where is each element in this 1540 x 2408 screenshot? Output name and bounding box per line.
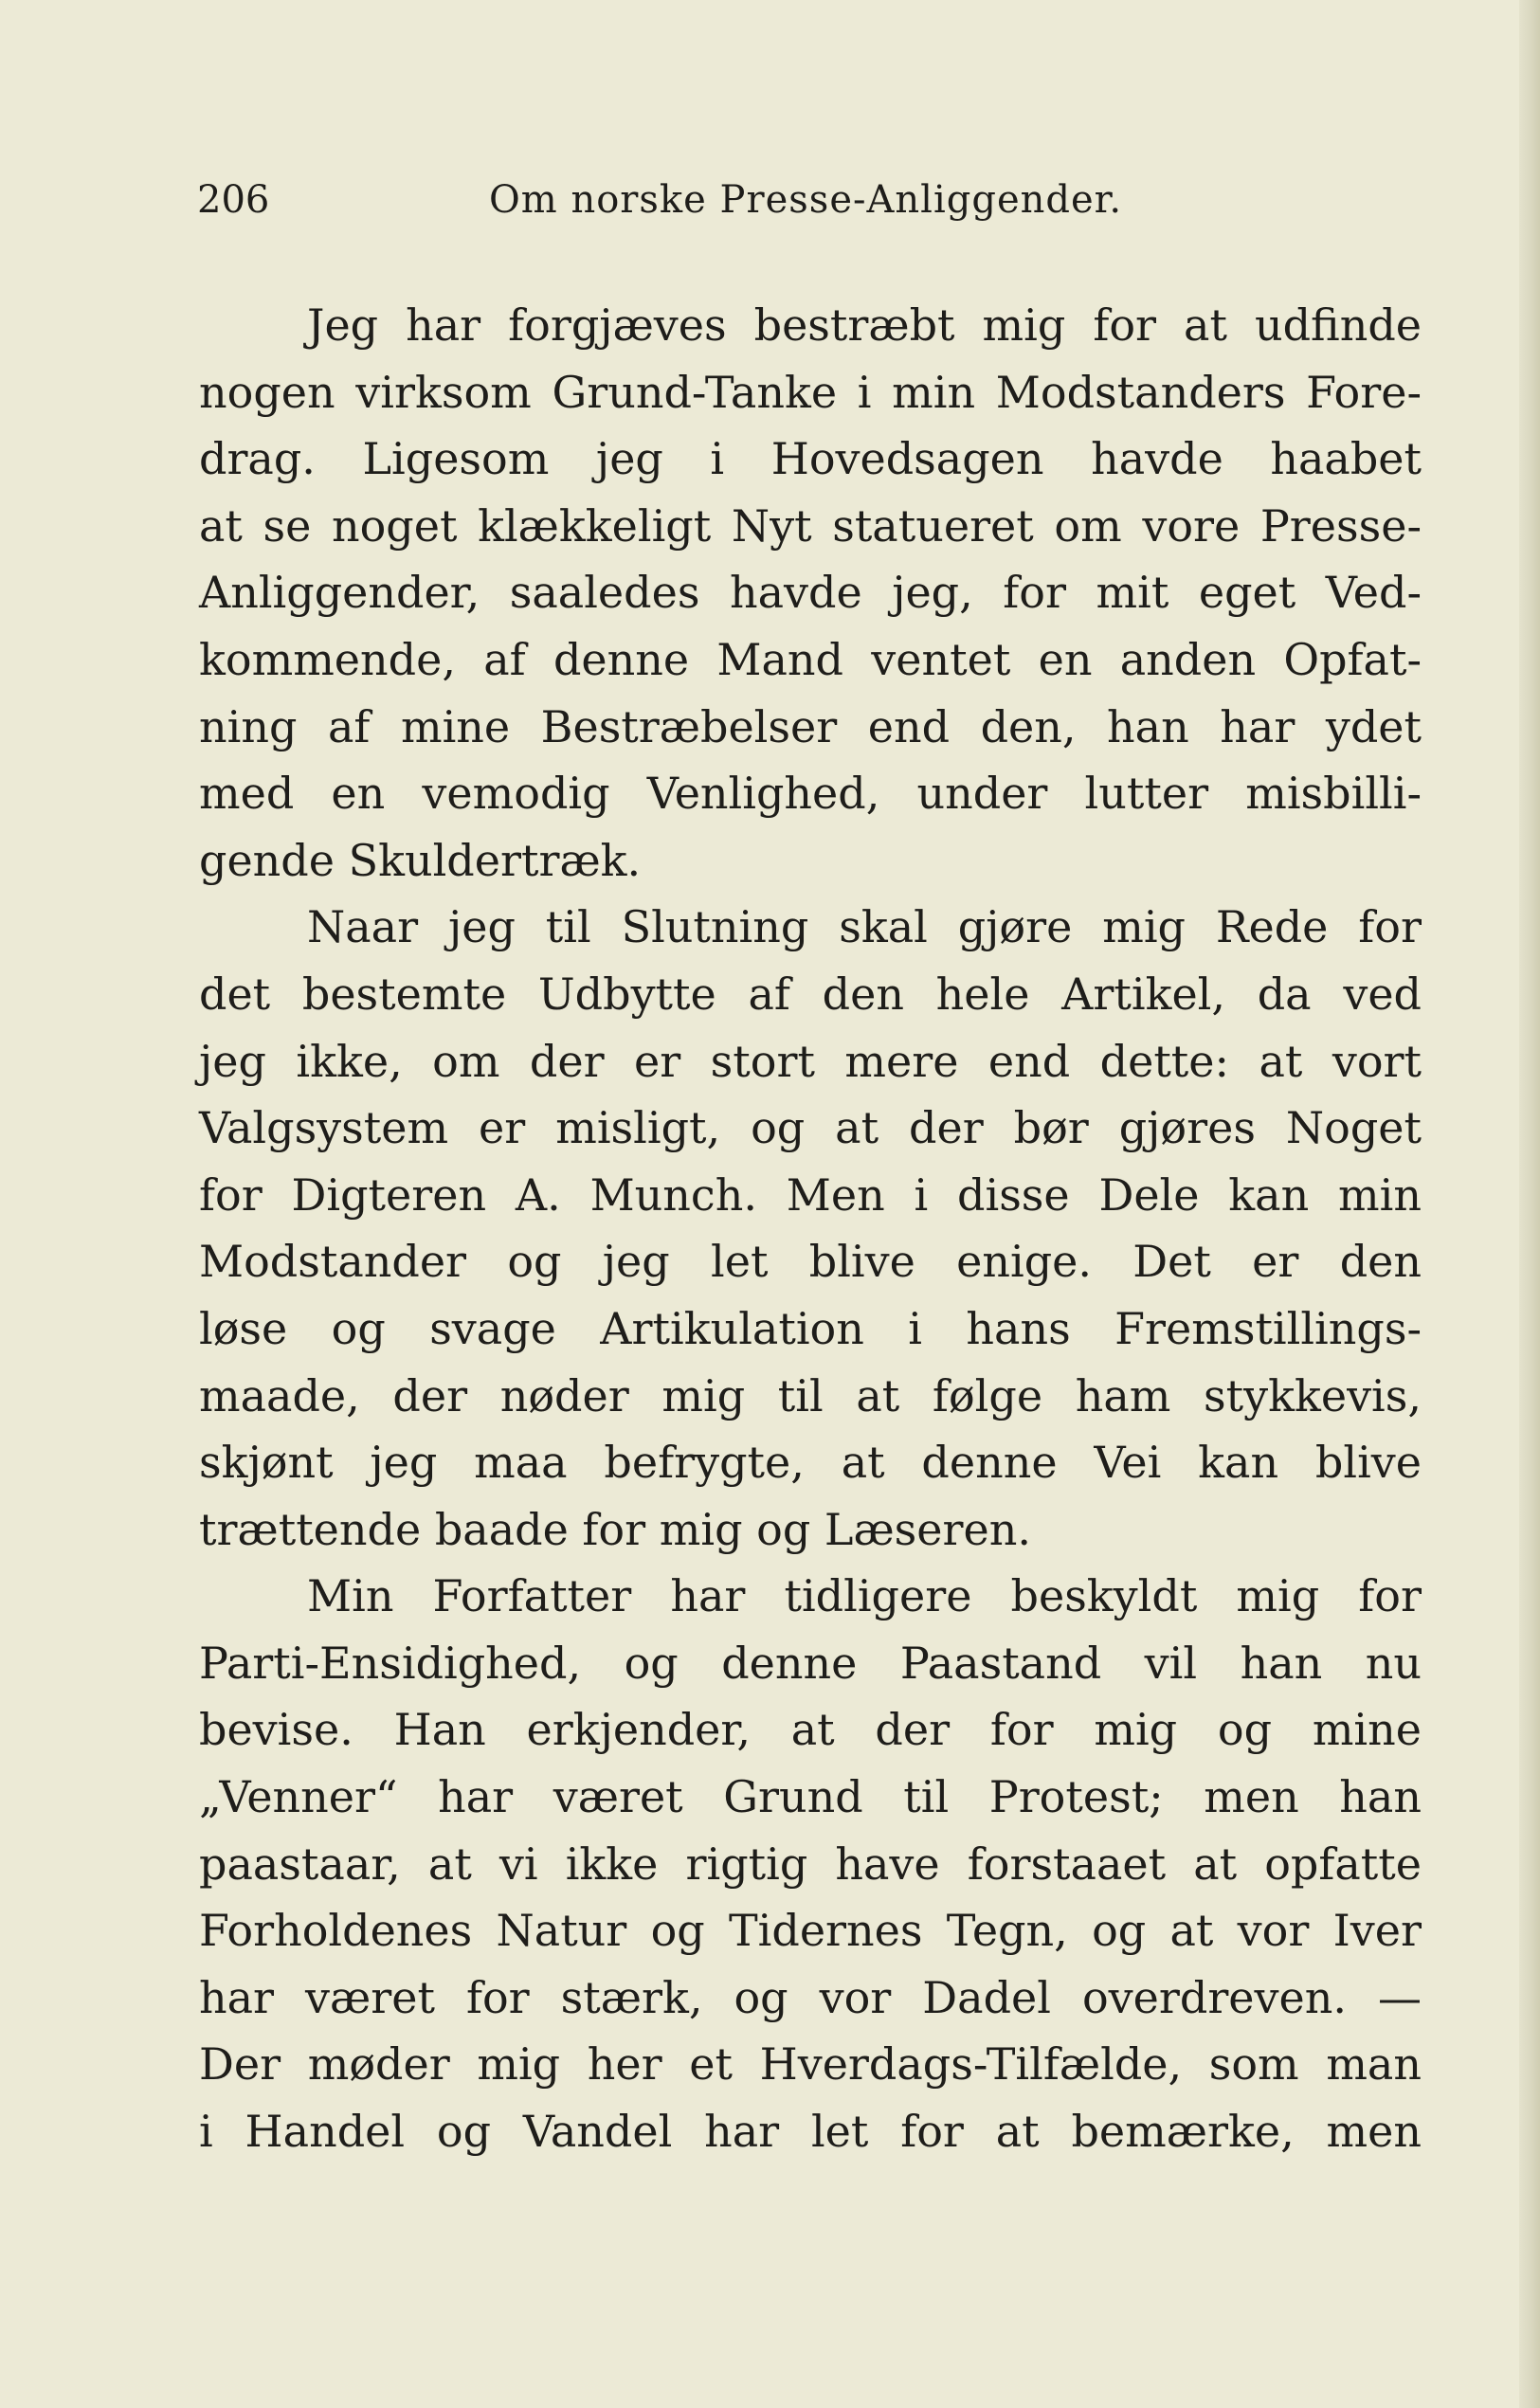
text-line: Forholdenes Natur og Tidernes Tegn, og at vor Iver xyxy=(199,1905,1422,1957)
paragraph-1 xyxy=(199,292,1422,894)
text-line: for Digteren A. Munch. Men i disse Dele kan min xyxy=(199,1168,1422,1221)
text-line: har været for stærk, og vor Dadel overdreven. — xyxy=(199,1971,1422,2023)
text-line: Jeg har forgjæves bestræbt mig for at udfinde xyxy=(307,299,1422,351)
running-title: Om norske Presse-Anliggender. xyxy=(489,178,1123,222)
page-number: 206 xyxy=(197,178,270,222)
text-line: trættende baade for mig og Læseren. xyxy=(199,1503,1031,1555)
text-line: Naar jeg til Slutning skal gjøre mig Rede for xyxy=(307,901,1422,953)
text-line: at se noget klækkeligt Nyt statueret om vore Presse- xyxy=(199,499,1422,552)
paragraph-3 xyxy=(199,1563,1422,2164)
text-line: „Venner“ har været Grund til Protest; men han xyxy=(199,1771,1422,1823)
text-line: ning af mine Bestræbelser end den, han har ydet xyxy=(199,700,1422,752)
text-line: bevise. Han erkjender, at der for mig og mine xyxy=(199,1704,1422,1756)
text-line: gende Skuldertræk. xyxy=(199,834,642,886)
text-line: jeg ikke, om der er stort mere end dette: at vort xyxy=(199,1035,1422,1087)
paragraph-2 xyxy=(199,894,1422,1563)
text-line: drag. Ligesom jeg i Hovedsagen havde haabet xyxy=(199,433,1422,485)
running-head xyxy=(197,178,1420,235)
text-line: skjønt jeg maa befrygte, at denne Vei kan blive xyxy=(199,1437,1422,1489)
page-edge xyxy=(1519,0,1540,2408)
text-line: nogen virksom Grund-Tanke i min Modstanders Fore- xyxy=(199,366,1422,418)
text-line: med en vemodig Venlighed, under lutter misbilli- xyxy=(199,768,1422,820)
text-line: Min Forfatter har tidligere beskyldt mig for xyxy=(307,1570,1422,1622)
body-text xyxy=(199,292,1422,2165)
text-line: Parti-Ensidighed, og denne Paastand vil han nu xyxy=(199,1637,1422,1689)
text-line: Valgsystem er misligt, og at der bør gjøres Noget xyxy=(199,1102,1422,1154)
text-line: Der møder mig her et Hverdags-Tilfælde, som man xyxy=(199,2038,1422,2091)
text-line: paastaar, at vi ikke rigtig have forstaaet at opfatte xyxy=(199,1838,1422,1890)
text-line: kommende, af denne Mand ventet en anden Opfat- xyxy=(199,633,1422,685)
text-line: i Handel og Vandel har let for at bemærke, men xyxy=(199,2106,1422,2158)
text-line: Modstander og jeg let blive enige. Det er den xyxy=(199,1236,1422,1288)
text-line: det bestemte Udbytte af den hele Artikel, da ved xyxy=(199,968,1422,1020)
text-line: løse og svage Artikulation i hans Fremstillings- xyxy=(199,1302,1422,1354)
text-line: Anliggender, saaledes havde jeg, for mit eget Ved- xyxy=(199,567,1422,619)
text-line: maade, der nøder mig til at følge ham stykkevis, xyxy=(199,1369,1422,1421)
